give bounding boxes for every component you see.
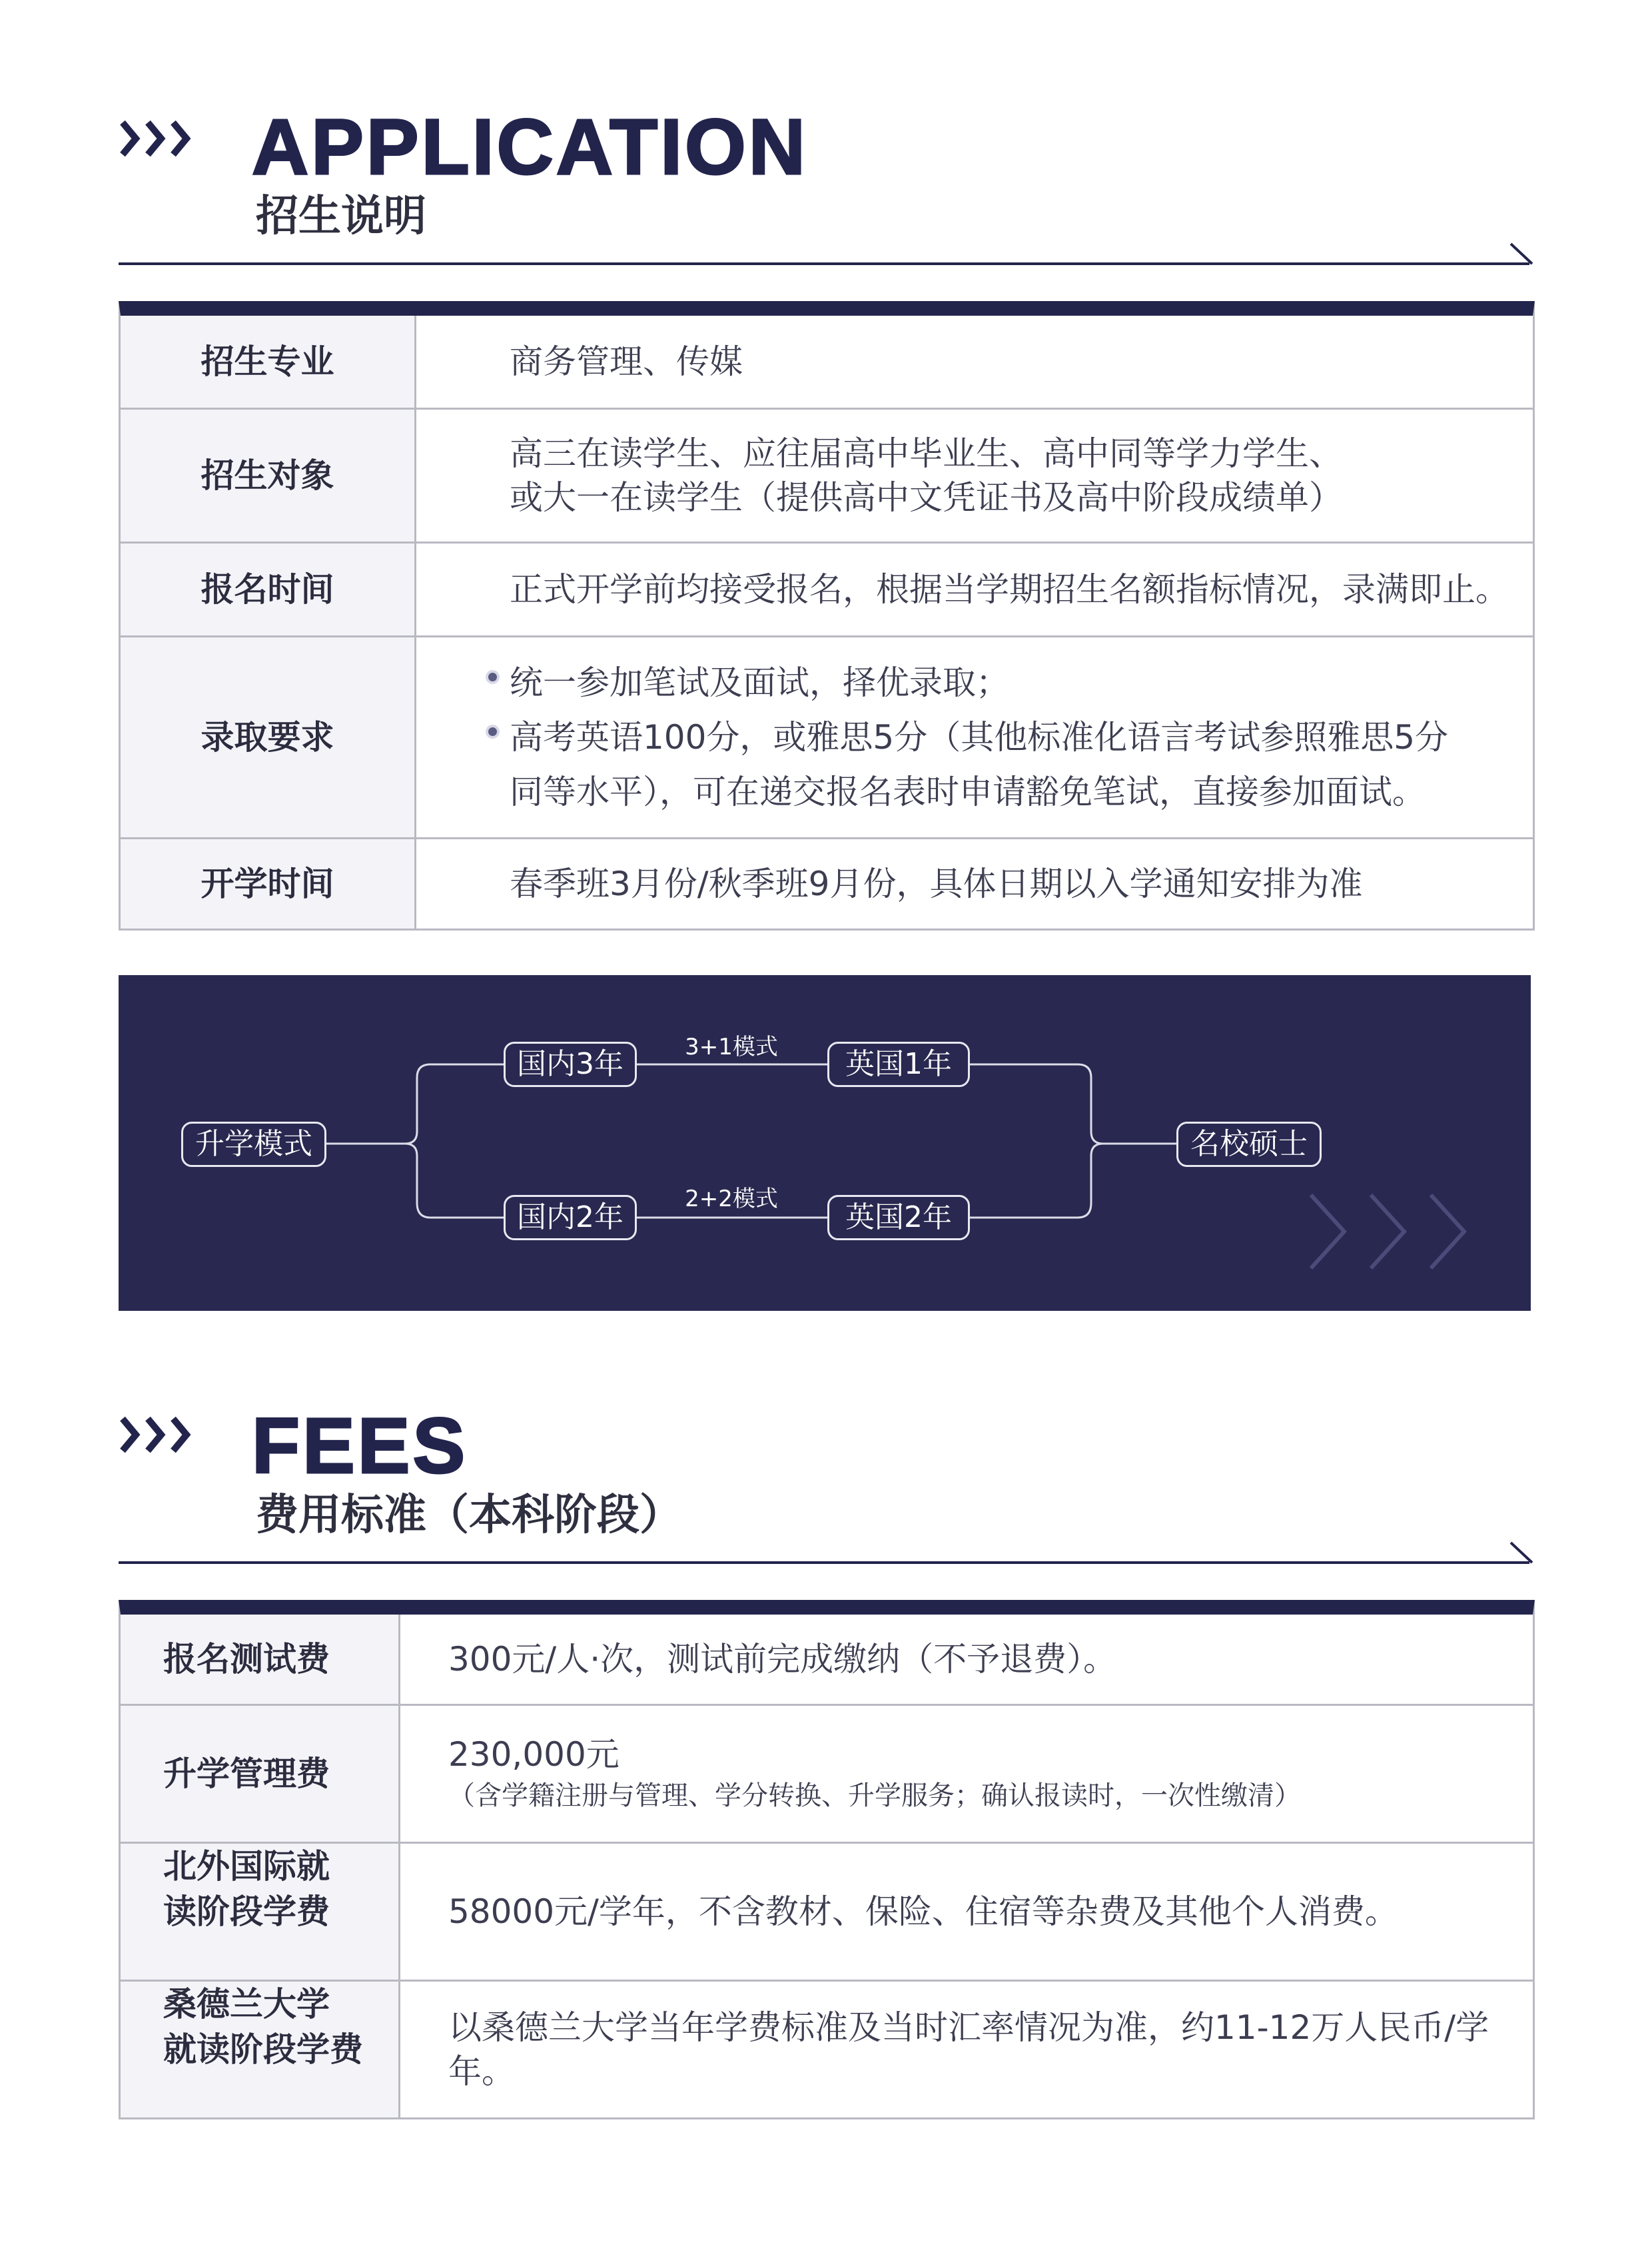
bullet-continuation: 同等水平），可在递交报名表时申请豁免笔试，直接参加面试。: [510, 773, 1426, 811]
fees-title: FEES: [252, 1402, 468, 1490]
row-label-line: 北外国际就: [163, 1847, 330, 1886]
row-value: [400, 1844, 1533, 1980]
row-label: 开学时间: [121, 839, 416, 929]
row-note: （含学籍注册与管理、学分转换、升学服务；确认报读时，一次性缴清）: [448, 1780, 1301, 1811]
table-row: [121, 1615, 1533, 1706]
table-row: [121, 410, 1533, 544]
row-value: [400, 1706, 1533, 1842]
table-row: [121, 544, 1533, 637]
row-label: 报名测试费: [121, 1615, 400, 1704]
row-text: 或大一在读学生（提供高中文凭证书及高中阶段成绩单）: [510, 478, 1342, 517]
pathway-bottom-right: 英国2年: [827, 1195, 970, 1240]
table-row: [121, 839, 1533, 931]
row-text: 300元/人·次，测试前完成缴纳（不予退费）。: [448, 1640, 1117, 1679]
decorative-chevrons-icon: [1311, 1195, 1464, 1268]
pathway-top-left: 国内3年: [504, 1042, 637, 1087]
fees-header: [119, 1399, 1537, 1572]
row-text: 230,000元: [448, 1735, 620, 1774]
section-divider: [119, 1539, 1537, 1565]
row-value: [416, 410, 1533, 542]
bullet-item: [510, 655, 1533, 710]
pathway-end: 名校硕士: [1176, 1122, 1322, 1167]
row-label: 录取要求: [121, 637, 416, 837]
table-row: [121, 1982, 1533, 2119]
fees-table: [119, 1600, 1535, 2119]
row-text: 商务管理、传媒: [510, 342, 743, 381]
bullet-text: 统一参加笔试及面试，择优录取；: [510, 663, 1009, 702]
row-value: [416, 637, 1533, 837]
table-row: [121, 316, 1533, 410]
table-row: [121, 1844, 1533, 1982]
bullet-text: 高考英语100分，或雅思5分（其他标准化语言考试参照雅思5分: [510, 718, 1449, 757]
row-value: [416, 316, 1533, 408]
row-value: [400, 1982, 1533, 2117]
row-label: [121, 1982, 400, 2117]
row-label-line: 桑德兰大学: [163, 1985, 330, 2024]
row-value: [416, 544, 1533, 635]
triple-chevron-icon: [119, 115, 212, 168]
row-text: 以桑德兰大学当年学费标准及当时汇率情况为准，约11-12万人民币/学年。: [448, 2008, 1489, 2091]
row-label: 升学管理费: [121, 1706, 400, 1842]
section-divider: [119, 240, 1537, 266]
bullet-item: [510, 710, 1533, 765]
row-label: [121, 1844, 400, 1980]
row-label-line: 就读阶段学费: [163, 2030, 363, 2069]
pathway-top-mode: 3+1模式: [685, 1034, 778, 1060]
bullet-icon: [488, 727, 497, 736]
pathway-start: 升学模式: [181, 1122, 326, 1167]
table-row: [121, 1706, 1533, 1844]
triple-chevron-icon: [119, 1411, 212, 1464]
application-title: APPLICATION: [252, 103, 809, 191]
bullet-icon: [488, 673, 497, 681]
row-label: 报名时间: [121, 544, 416, 635]
row-text: 春季班3月份/秋季班9月份，具体日期以入学通知安排为准: [510, 865, 1363, 903]
application-subtitle: 招生说明: [256, 192, 426, 241]
pathway-bottom-left: 国内2年: [504, 1195, 637, 1240]
row-label: 招生专业: [121, 316, 416, 408]
application-header: [119, 100, 1537, 273]
pathway-bottom-mode: 2+2模式: [685, 1186, 778, 1212]
row-text: 58000元/学年，不含教材、保险、住宿等杂费及其他个人消费。: [448, 1892, 1398, 1931]
row-label: 招生对象: [121, 410, 416, 542]
pathway-banner: [119, 975, 1531, 1311]
pathway-top-right: 英国1年: [827, 1042, 970, 1087]
application-table: [119, 301, 1535, 931]
row-text: 正式开学前均接受报名，根据当学期招生名额指标情况，录满即止。: [510, 570, 1509, 609]
row-text: 高三在读学生、应往届高中毕业生、高中同等学力学生、: [510, 434, 1342, 473]
row-label-line: 读阶段学费: [163, 1892, 330, 1931]
table-row: [121, 637, 1533, 839]
row-value: [416, 839, 1533, 929]
row-value: [400, 1615, 1533, 1704]
fees-subtitle: 费用标准（本科阶段）: [256, 1491, 682, 1540]
